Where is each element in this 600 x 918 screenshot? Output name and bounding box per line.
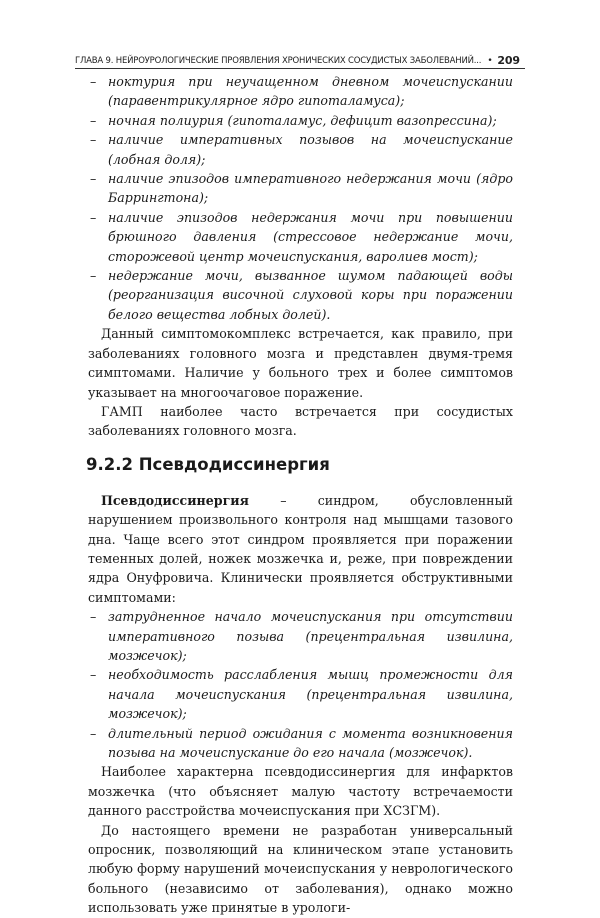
list-dash: – <box>90 132 97 148</box>
list-dash: – <box>90 112 97 128</box>
running-header <box>75 54 520 67</box>
header-bullet: • <box>487 55 493 66</box>
list-item: – наличие эпизодов недержания мочи при повышении брюшного давления (стрессовое недержание мочи, сторожевой центр мочеиспускания, варолиев мост); <box>90 209 513 264</box>
list-item: – необходимость расслабления мышц промежности для начала мочеиспускания (прецентральная извилина, мозжечок); <box>90 667 513 722</box>
list-item: – недержание мочи, вызванное шумом падающей воды (реорганизация височной слуховой коры при поражении белого вещества лобных долей). <box>90 268 513 322</box>
list-item: – ноктурия при неучащенном дневном мочеиспускании (паравентрикулярное ядро гипоталамуса); <box>90 74 513 109</box>
list-item: – затрудненное начало мочеиспускания при отсутствии императивного позыва (прецентральная извилина, мозжечок); <box>90 609 513 663</box>
obstructive-symptom-list <box>88 607 513 762</box>
list-dash: – <box>90 209 97 225</box>
page-number: 209 <box>497 54 520 67</box>
list-item: – длительный период ожидания с момента возникновения позыва на мочеиспускание до его начала (мозжечок). <box>90 725 513 760</box>
list-dash: – <box>90 171 97 187</box>
paragraph: До настоящего времени не разработан универсальный опросник, позволяющий на клиническом этапе установить любую форму нарушений мочеиспускания у неврологического больного (независимо от заболевания), однако можно использовать уже принятые в урологи- <box>88 822 513 916</box>
list-dash: – <box>90 74 97 89</box>
list-item: – наличие императивных позывов на мочеиспускание (лобная доля); <box>90 132 513 167</box>
list-dash: – <box>90 268 97 284</box>
paragraph: Псевдодиссинергия – синдром, обусловленный нарушением произвольного контроля над мышцами тазового дна. Чаще всего этот синдром проявляется при поражении теменных долей, ножек мозжечка и, реже, при повреждении ядра Онуфровича. Клинически проявляется обструктивными симптомами: <box>88 492 513 605</box>
list-item: – ночная полиурия (гипоталамус, дефицит вазопрессина); <box>88 111 513 130</box>
paragraph: Данный симптомокомплекс встречается, как правило, при заболеваниях головного мозга и представлен двумя-тремя симптомами. Наличие у больного трех и более симптомов указывает на многоочаговое поражение. <box>88 326 513 400</box>
page-content <box>88 72 513 918</box>
paragraph: ГАМП наиболее часто встречается при сосудистых заболеваниях головного мозга. <box>88 403 513 439</box>
header-rule <box>75 68 525 69</box>
list-dash: – <box>90 609 97 625</box>
paragraph: Наиболее характерна псевдодиссинергия для инфарктов мозжечка (что объясняет малую частоту встречаемости данного расстройства мочеиспускания при ХСЗГМ). <box>88 764 513 819</box>
list-dash: – <box>90 725 97 741</box>
running-title: ГЛАВА 9. НЕЙРОУРОЛОГИЧЕСКИЕ ПРОЯВЛЕНИЯ ХРОНИЧЕСКИХ СОСУДИСТЫХ ЗАБОЛЕВАНИЙ... <box>75 55 482 66</box>
term-bold: Псевдодиссинергия <box>101 492 249 508</box>
list-item: – наличие эпизодов императивного недержания мочи (ядро Баррингтона); <box>90 171 513 206</box>
symptom-list <box>88 72 513 324</box>
list-dash: – <box>90 667 97 683</box>
section-heading: 9.2.2 Псевдодиссинергия <box>86 454 330 474</box>
